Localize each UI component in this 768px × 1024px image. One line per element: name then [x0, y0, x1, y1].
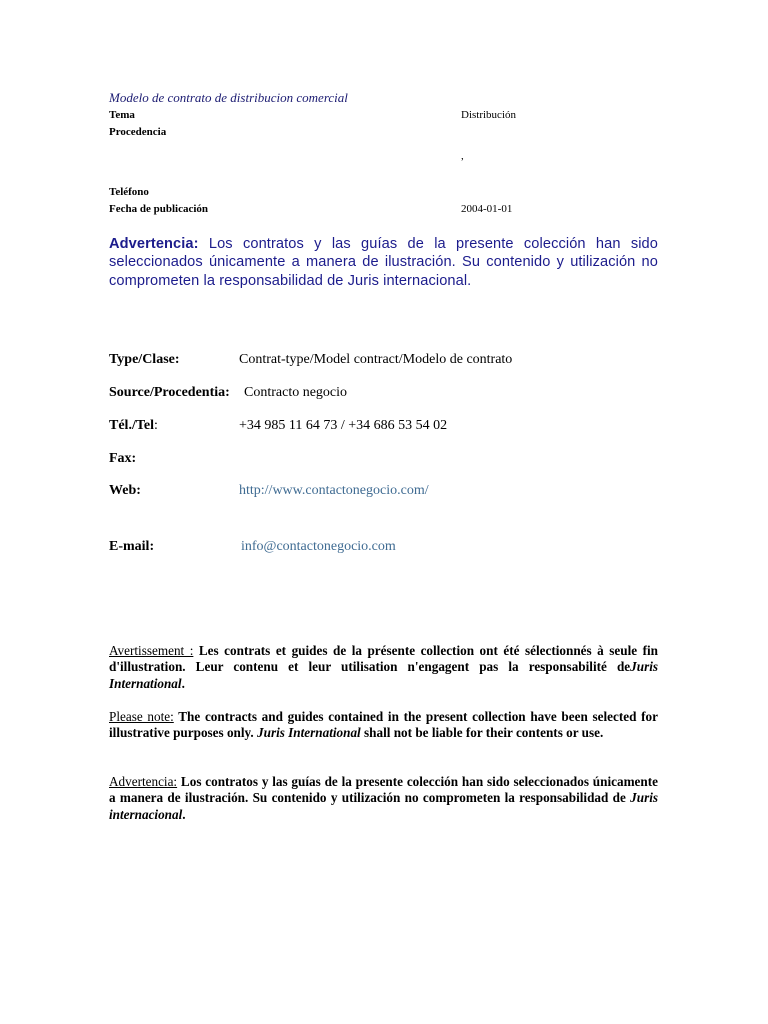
warning-text: Los contratos y las guías de la presente colección han sido seleccionados únicamente a manera de ilustración. Su contenido y utilización no comprometen la responsabilidad de Juris internacional. [109, 236, 658, 289]
tema-label: Tema [109, 109, 135, 121]
notice-french [109, 643, 658, 692]
tel-value: +34 985 11 64 73 / +34 686 53 54 02 [239, 418, 448, 433]
warning-paragraph [109, 235, 658, 290]
fecha-label: Fecha de publicación [109, 203, 209, 215]
notice-spanish-italic: Juris internacional [109, 790, 658, 822]
warning-lead: Advertencia: [109, 236, 199, 252]
type-label: Type/Clase: [109, 352, 180, 367]
procedencia-value: , [461, 150, 464, 162]
notice-french-end: . [181, 675, 185, 691]
type-value: Contrat-type/Model contract/Modelo de contrato [239, 352, 513, 367]
source-label: Source/Procedentia: [109, 385, 230, 400]
notice-spanish [109, 774, 658, 823]
email-link[interactable]: info@contactonegocio.com [241, 539, 396, 554]
web-link[interactable]: http://www.contactonegocio.com/ [239, 483, 429, 498]
notice-spanish-end: . [182, 806, 186, 822]
notice-french-lead: Avertissement : [109, 643, 194, 658]
notice-english-end: shall not be liable for their contents or use. [360, 725, 604, 741]
telefono-label: Teléfono [109, 186, 149, 198]
notice-french-text: Les contrats et guides de la présente collection ont été sélectionnés à seule fin d'illustration. Leur contenu et leur utilisation n'engagent pas la responsabilité de [109, 643, 658, 675]
tel-label-text: Tél./Tel [109, 418, 154, 433]
notice-french-italic: Juris International [109, 659, 658, 691]
procedencia-label: Procedencia [109, 126, 167, 138]
tema-value: Distribución [461, 109, 516, 121]
document-title: Modelo de contrato de distribucion comercial [109, 90, 348, 105]
notice-english [109, 709, 658, 742]
notice-english-italic: Juris International [257, 725, 361, 741]
notice-english-lead: Please note: [109, 709, 174, 724]
notice-spanish-text: Los contratos y las guías de la presente colección han sido seleccionados únicamente a manera de ilustración. Su contenido y utilización no comprometen la responsabilidad de [109, 774, 658, 806]
source-value: Contracto negocio [244, 385, 348, 400]
fax-label: Fax: [109, 451, 137, 466]
notice-english-text: The contracts and guides contained in the present collection have been selected for illustrative purposes only. [109, 709, 658, 741]
web-label: Web: [109, 483, 141, 498]
fecha-value: 2004-01-01 [461, 203, 513, 215]
tel-label-colon: : [154, 418, 158, 433]
tel-label [109, 418, 158, 434]
email-label: E-mail: [109, 539, 155, 554]
notice-spanish-lead: Advertencia: [109, 774, 178, 789]
